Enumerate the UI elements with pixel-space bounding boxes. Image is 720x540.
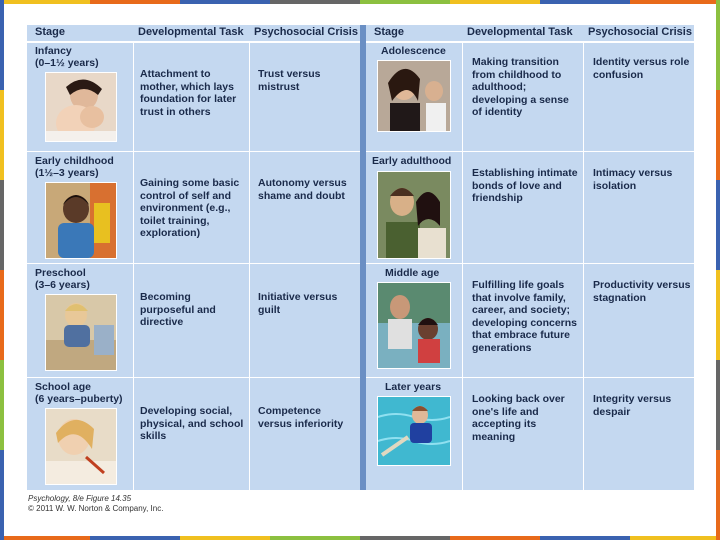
task-cell: Looking back over one's life and accepting its meaning: [472, 393, 565, 443]
crisis-cell: Integrity versus despair: [593, 393, 672, 418]
task-cell: Attachment to mother, which lays foundation for later trust in others: [140, 68, 237, 118]
figure-caption: [28, 494, 163, 514]
table-left-half: [27, 25, 360, 490]
header-row-left: [27, 25, 360, 43]
task-cell: Gaining some basic control of self and environment (e.g., toilet training, exploration): [140, 177, 240, 239]
teens-photo: [377, 60, 451, 132]
task-cell: Becoming purposeful and directive: [140, 291, 216, 328]
stage-label: Infancy (0–1½ years): [35, 45, 99, 69]
crisis-cell: Trust versus mistrust: [258, 68, 321, 93]
crisis-cell: Autonomy versus shame and doubt: [258, 177, 347, 202]
bottom-decor-stripes: [0, 536, 720, 540]
column-divider: [133, 43, 134, 490]
header-row-right: [366, 25, 694, 43]
child-writing-photo: [45, 408, 117, 485]
row-divider: [366, 151, 694, 152]
mother-infant-photo: [45, 72, 117, 142]
caption-title: Psychology, 8/e Figure 14.35: [28, 494, 132, 503]
erikson-stages-table: [27, 25, 694, 490]
stage-label: Early adulthood: [372, 155, 452, 167]
header-task: Developmental Task: [138, 26, 244, 38]
stage-label: Later years: [385, 381, 442, 393]
row-divider: [27, 151, 360, 152]
stage-label: Early childhood (1½–3 years): [35, 155, 114, 179]
row-divider: [27, 377, 360, 378]
couple-photo: [377, 171, 451, 259]
crisis-cell: Productivity versus stagnation: [593, 279, 691, 304]
stage-label: School age (6 years–puberty): [35, 381, 123, 405]
header-stage: Stage: [35, 26, 65, 38]
stage-label: Adolescence: [381, 45, 446, 57]
task-cell: Establishing intimate bonds of love and friendship: [472, 167, 578, 204]
toddler-photo: [45, 182, 117, 259]
stage-label: Middle age: [385, 267, 440, 279]
column-divider: [583, 43, 584, 490]
crisis-cell: Competence versus inferiority: [258, 405, 344, 430]
task-cell: Fulfilling life goals that involve family, career, and society; developing concerns that embrace future generations: [472, 279, 578, 354]
row-divider: [366, 263, 694, 264]
crisis-cell: Initiative versus guilt: [258, 291, 338, 316]
crisis-cell: Intimacy versus isolation: [593, 167, 673, 192]
header-crisis: Psychosocial Crisis: [588, 26, 692, 38]
stage-label: Preschool (3–6 years): [35, 267, 90, 291]
left-decor-stripes: [0, 0, 4, 540]
row-divider: [366, 377, 694, 378]
task-cell: Making transition from childhood to adulthood; developing a sense of identity: [472, 56, 569, 118]
column-divider: [462, 43, 463, 490]
task-cell: Developing social, physical, and school skills: [140, 405, 244, 442]
header-task: Developmental Task: [467, 26, 573, 38]
right-decor-stripes: [716, 0, 720, 540]
top-decor-stripes: [0, 0, 720, 4]
column-divider: [249, 43, 250, 490]
caption-copyright: © 2011 W. W. Norton & Company, Inc.: [28, 504, 164, 513]
elder-swimming-photo: [377, 396, 451, 466]
table-right-half: [366, 25, 694, 490]
row-divider: [27, 263, 360, 264]
child-playing-sand-photo: [45, 294, 117, 371]
header-crisis: Psychosocial Crisis: [254, 26, 358, 38]
crisis-cell: Identity versus role confusion: [593, 56, 690, 81]
adult-child-photo: [377, 282, 451, 369]
header-stage: Stage: [374, 26, 404, 38]
